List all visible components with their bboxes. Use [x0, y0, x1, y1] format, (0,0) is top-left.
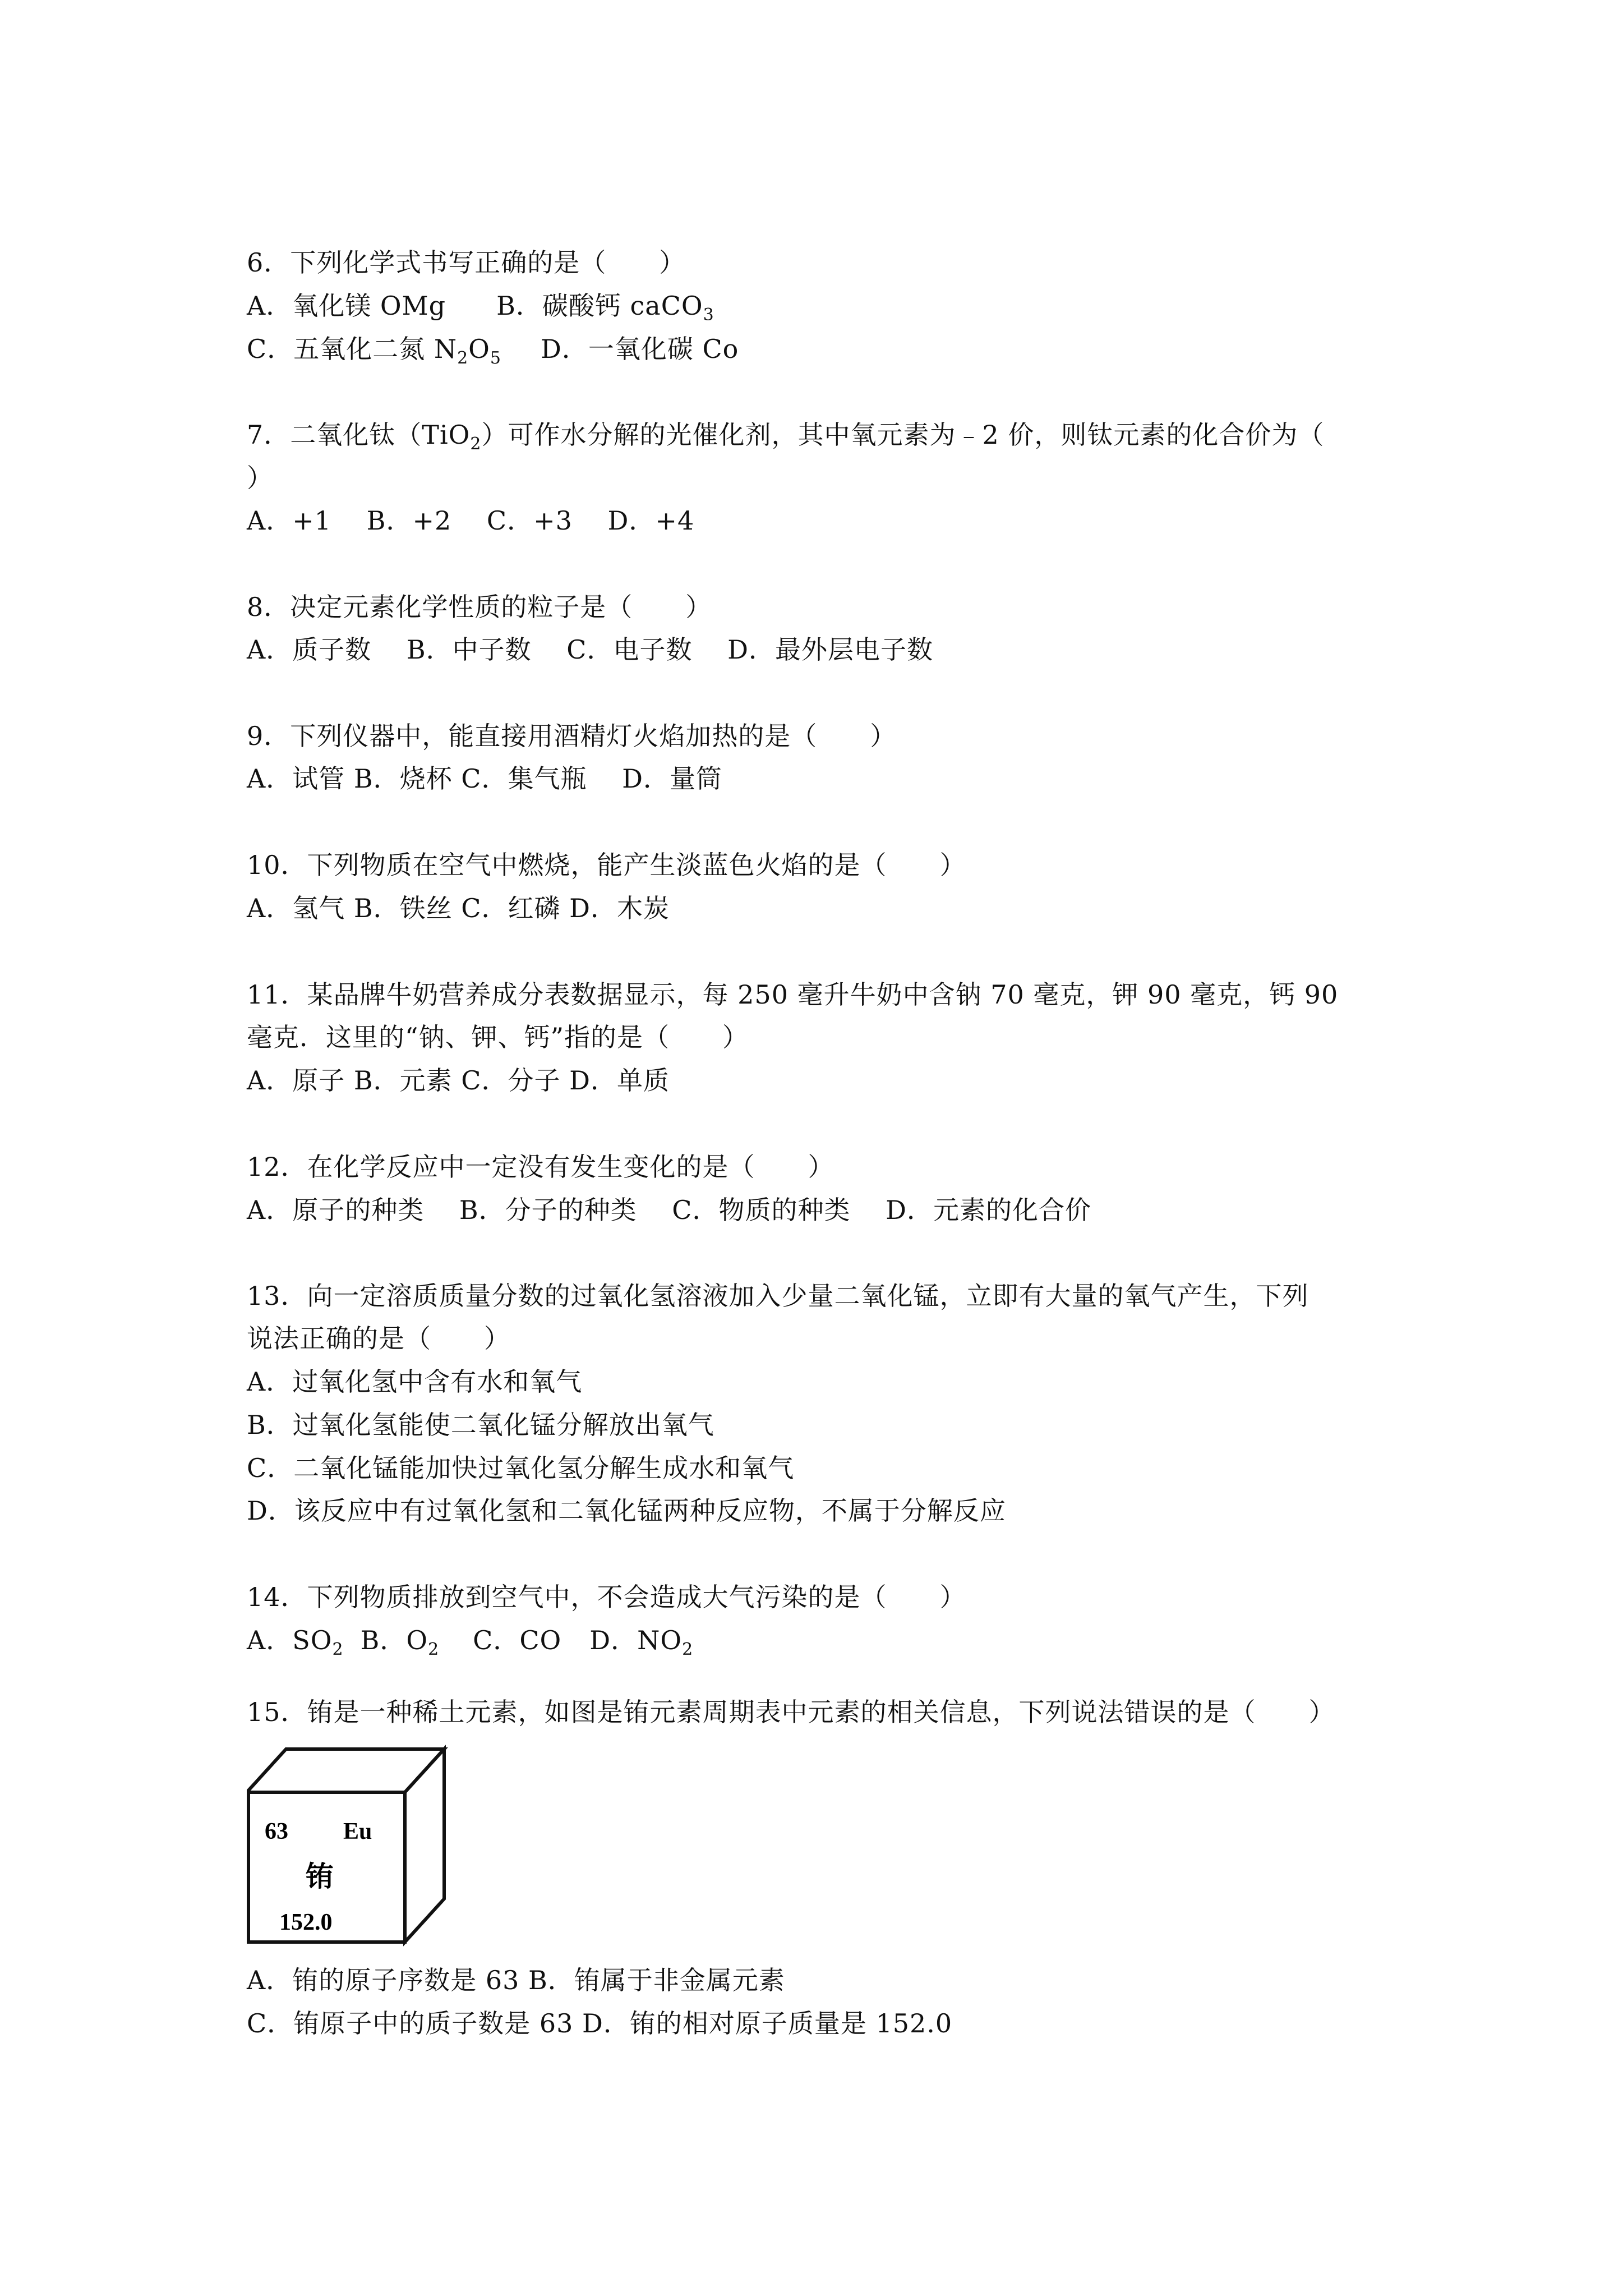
q7-stem-cont: ）: [247, 463, 273, 493]
q6-option-a: A．氧化镁 OMg: [247, 291, 446, 321]
q14-option-a: A．$SO_2$: [247, 1625, 344, 1659]
q14-option-b: B．$O_2$: [360, 1625, 440, 1659]
element-cube-figure: [247, 1739, 449, 1952]
element-symbol: Eu: [343, 1819, 372, 1844]
q8-stem: 8．决定元素化学性质的粒子是（ ）: [247, 592, 712, 622]
atomic-number: 63: [265, 1819, 288, 1844]
q12-stem: 12．在化学反应中一定没有发生变化的是（ ）: [247, 1152, 834, 1182]
atomic-mass: 152.0: [279, 1910, 333, 1935]
q6-option-b: B．碳酸钙 caCO$_3$: [496, 291, 714, 325]
q9-options: A．试管 B．烧杯 C．集气瓶 D．量筒: [247, 763, 722, 794]
europium-element-card: [247, 1739, 449, 1952]
q11-stem-line2: 毫克．这里的“钠、钾、钙”指的是（ ）: [247, 1022, 749, 1052]
q14-options: [247, 1623, 693, 1657]
q9-stem: 9．下列仪器中，能直接用酒精灯火焰加热的是（ ）: [247, 721, 897, 751]
q13-option-d: D．该反应中有过氧化氢和二氧化锰两种反应物，不属于分解反应: [247, 1496, 1006, 1526]
q8-options: A．质子数 B．中子数 C．电子数 D．最外层电子数: [247, 634, 933, 665]
q6-options-ab: [247, 289, 714, 323]
q7-options: A．+1 B．+2 C．+3 D．+4: [247, 505, 695, 536]
q13-stem-line2: 说法正确的是（ ）: [247, 1323, 510, 1354]
q14-option-d: D．$NO_2$: [589, 1625, 694, 1659]
q6-option-d: D．一氧化碳 Co: [540, 334, 739, 364]
q15-options-cd: C．铕原子中的质子数是 63 D．铕的相对原子质量是 152.0: [247, 2008, 953, 2039]
q14-option-c: C．CO: [473, 1625, 562, 1655]
q6-stem: 6．下列化学式书写正确的是（ ）: [247, 247, 686, 278]
element-name: 铕: [306, 1861, 334, 1892]
q11-options: A．原子 B．元素 C．分子 D．单质: [247, 1065, 670, 1096]
q7-stem: 7．二氧化钛（TiO$_2$）可作水分解的光催化剂，其中氧元素为﹣2 价，则钛元素的化合价为（: [247, 420, 1325, 454]
q13-stem-line1: 13．向一定溶质质量分数的过氧化氢溶液加入少量二氧化锰，立即有大量的氧气产生，下列: [247, 1281, 1309, 1311]
q15-options-ab: A．铕的原子序数是 63 B．铕属于非金属元素: [247, 1965, 785, 1995]
q11-stem-line1: 11．某品牌牛奶营养成分表数据显示，每 250 毫升牛奶中含钠 70 毫克，钾 90 毫克，钙 90: [247, 979, 1339, 1010]
q6-options-cd: [247, 332, 739, 366]
q14-stem: 14．下列物质排放到空气中，不会造成大气污染的是（ ）: [247, 1582, 966, 1612]
q13-option-a: A．过氧化氢中含有水和氧气: [247, 1366, 583, 1397]
q15-stem: 15．铕是一种稀土元素，如图是铕元素周期表中元素的相关信息，下列说法错误的是（ ）: [247, 1697, 1335, 1727]
q10-options: A．氢气 B．铁丝 C．红磷 D．木炭: [247, 893, 670, 923]
q6-option-c: C．五氧化二氮 $N_2O_5$: [247, 334, 501, 368]
q12-options: A．原子的种类 B．分子的种类 C．物质的种类 D．元素的化合价: [247, 1195, 1091, 1225]
q10-stem: 10．下列物质在空气中燃烧，能产生淡蓝色火焰的是（ ）: [247, 850, 966, 880]
q13-option-c: C．二氧化锰能加快过氧化氢分解生成水和氧气: [247, 1453, 795, 1483]
q13-option-b: B．过氧化氢能使二氧化锰分解放出氧气: [247, 1410, 714, 1440]
